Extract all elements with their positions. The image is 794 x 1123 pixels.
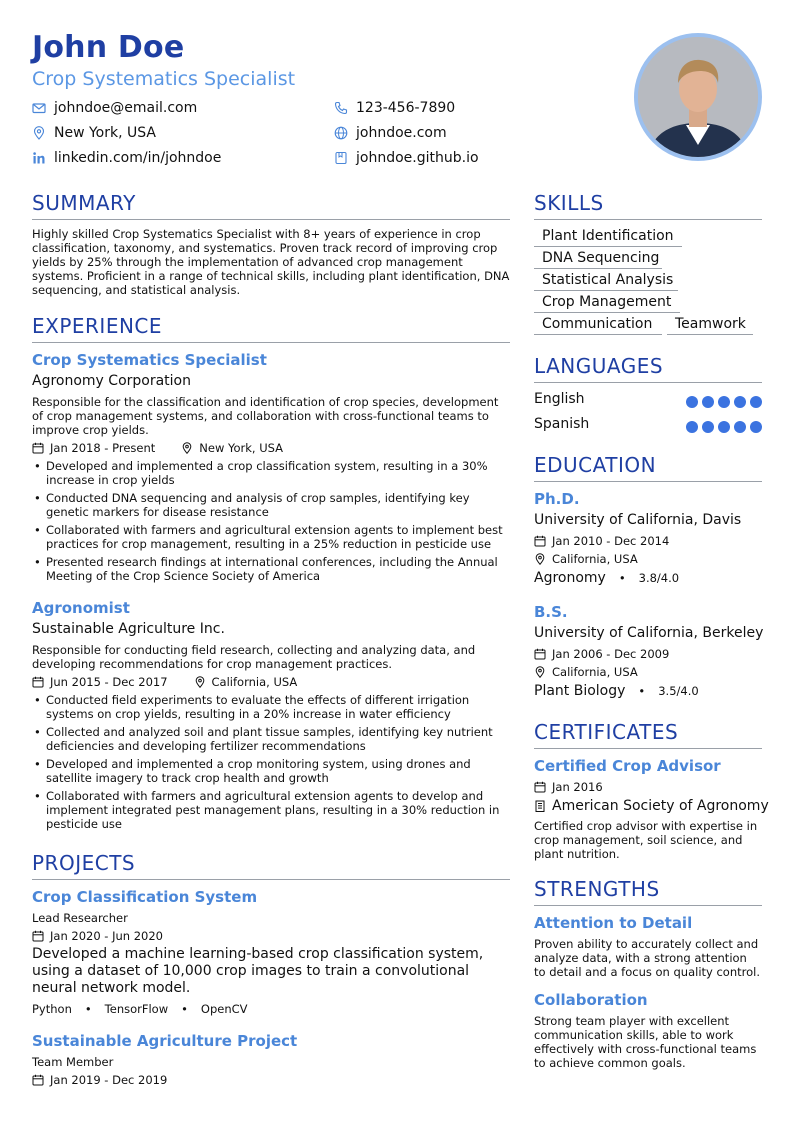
certificate-date: Jan 2016 <box>552 780 603 794</box>
project-title: Sustainable Agriculture Project <box>32 1032 298 1050</box>
certificates-heading: CERTIFICATES <box>534 720 679 744</box>
projects-heading: PROJECTS <box>32 851 136 875</box>
list-item: • Collaborated with farmers and agricultural extension agents to develop and implement integrated pest management plans, resulting in a 30% reduction in pesticide use <box>32 789 508 831</box>
language-level <box>686 396 762 408</box>
location-text: New York, USA <box>54 125 156 141</box>
linkedin-icon <box>32 151 46 165</box>
school: University of California, Davis <box>534 512 742 528</box>
job-company: Agronomy Corporation <box>32 373 191 389</box>
education-location-row <box>534 552 638 566</box>
strength-name: Attention to Detail <box>534 914 693 932</box>
calendar-icon <box>534 535 546 547</box>
project-dates: Jan 2019 - Dec 2019 <box>50 1073 168 1087</box>
summary-text: Highly skilled Crop Systematics Specialist with 8+ years of experience in crop classification, taxonomy, and systematics. Proven track record of improving crop yields by 25% through the implementation of advanced crop management systems. Proficient in a range of technical skills, including plant identification, DNA sequencing, and statistical analysis. <box>32 227 510 297</box>
proficiency-dot <box>750 421 762 433</box>
project-tech <box>32 1002 248 1016</box>
project-dates: Jan 2020 - Jun 2020 <box>50 929 164 943</box>
education-heading: EDUCATION <box>534 453 657 477</box>
field-of-study: Plant Biology <box>534 683 626 699</box>
skill-tag: Communication <box>534 316 662 335</box>
strength-description: Strong team player with excellent communication skills, able to work effectively with cross-functional teams to achieve common goals. <box>534 1014 757 1070</box>
certificate-issuer: American Society of Agronomy <box>552 798 769 814</box>
strength-name: Collaboration <box>534 991 648 1009</box>
gpa: 3.8/4.0 <box>638 571 680 585</box>
skill-tag: Crop Management <box>534 294 680 313</box>
skill-tag: Teamwork <box>667 316 753 335</box>
candidate-role: Crop Systematics Specialist <box>32 68 296 90</box>
contact-email[interactable] <box>32 100 197 116</box>
tech-tag: TensorFlow <box>104 1002 169 1016</box>
calendar-icon <box>32 1074 44 1086</box>
job-meta <box>32 675 297 689</box>
proficiency-dot <box>686 396 698 408</box>
separator-dot: • <box>181 1002 188 1016</box>
experience-heading: EXPERIENCE <box>32 314 163 338</box>
job-title: Crop Systematics Specialist <box>32 351 267 369</box>
skill-tag: DNA Sequencing <box>534 250 662 269</box>
project-meta <box>32 929 163 943</box>
tech-tag: Python <box>32 1002 72 1016</box>
calendar-icon <box>534 781 546 793</box>
skills-divider <box>534 219 762 220</box>
separator-dot: • <box>84 1002 92 1016</box>
job-bullets <box>32 693 508 835</box>
calendar-icon <box>32 930 44 942</box>
gpa: 3.5/4.0 <box>658 684 699 698</box>
contact-website[interactable] <box>334 125 447 141</box>
education-meta <box>534 647 669 661</box>
portfolio-icon <box>334 151 348 165</box>
project-meta <box>32 1073 167 1087</box>
skills-heading: SKILLS <box>534 191 604 215</box>
certificate-date-row <box>534 780 603 794</box>
certificate-description: Certified crop advisor with expertise in crop management, soil science, and plant nutrition. <box>534 819 758 861</box>
list-item: • Developed and implemented a crop monitoring system, using drones and satellite imagery to track crop health and growth <box>32 757 508 785</box>
list-item: • Conducted DNA sequencing and analysis of crop samples, identifying key genetic markers for disease resistance <box>32 491 508 519</box>
contact-phone[interactable] <box>334 100 455 116</box>
field-of-study: Agronomy <box>534 570 606 586</box>
proficiency-dot <box>734 421 746 433</box>
job-dates: Jan 2018 - Present <box>50 441 156 455</box>
education-dates: Jan 2006 - Dec 2009 <box>552 647 670 661</box>
job-location: California, USA <box>211 675 298 689</box>
location-pin-icon <box>32 126 46 140</box>
location-pin-icon <box>534 666 546 678</box>
contact-github[interactable] <box>334 150 479 166</box>
languages-heading: LANGUAGES <box>534 354 664 378</box>
skill-tag: Statistical Analysis <box>534 272 678 291</box>
separator-dot: • <box>638 684 646 698</box>
skill-tag: Plant Identification <box>534 228 682 247</box>
phone-text: 123-456-7890 <box>356 100 456 116</box>
education-location: California, USA <box>552 552 638 566</box>
education-dates: Jan 2010 - Dec 2014 <box>552 534 670 548</box>
job-description: Responsible for the classification and identification of crop species, development of crop management systems, and collaboration with cross-functional teams to improve crop yields. <box>32 395 499 437</box>
proficiency-dot <box>686 421 698 433</box>
summary-divider <box>32 219 510 220</box>
job-dates: Jun 2015 - Dec 2017 <box>50 675 168 689</box>
language-name: English <box>534 391 585 407</box>
job-description: Responsible for conducting field research, collecting and analyzing data, and developing recommendations for crop management practices. <box>32 643 476 671</box>
certificate-issuer-row <box>534 798 769 814</box>
languages-divider <box>534 382 762 383</box>
contact-location <box>32 125 156 141</box>
candidate-name: John Doe <box>32 30 185 65</box>
language-name: Spanish <box>534 416 590 432</box>
proficiency-dot <box>702 421 714 433</box>
strengths-divider <box>534 905 762 906</box>
job-bullets <box>32 459 508 587</box>
mail-icon <box>32 101 46 115</box>
project-description: Developed a machine learning-based crop classification system, using a dataset of 10,000 crop images to train a convolutional neural network model. <box>32 946 484 996</box>
job-meta <box>32 441 283 455</box>
location-pin-icon <box>181 442 193 454</box>
degree: B.S. <box>534 603 568 621</box>
summary-heading: SUMMARY <box>32 191 136 215</box>
proficiency-dot <box>750 396 762 408</box>
education-divider <box>534 481 762 482</box>
proficiency-dot <box>718 421 730 433</box>
experience-divider <box>32 342 510 343</box>
education-field-row <box>534 683 699 699</box>
education-location: California, USA <box>552 665 638 679</box>
projects-divider <box>32 879 510 880</box>
project-title: Crop Classification System <box>32 888 258 906</box>
education-meta <box>534 534 669 548</box>
calendar-icon <box>32 676 44 688</box>
proficiency-dot <box>702 396 714 408</box>
calendar-icon <box>534 648 546 660</box>
contact-linkedin[interactable] <box>32 150 221 166</box>
tech-tag: OpenCV <box>200 1002 248 1016</box>
separator-dot: • <box>618 571 626 585</box>
list-item: • Presented research findings at international conferences, including the Annual Meeting of the Crop Science Society of America <box>32 555 508 583</box>
globe-icon <box>334 126 348 140</box>
job-location: New York, USA <box>199 441 284 455</box>
job-title: Agronomist <box>32 599 130 617</box>
proficiency-dot <box>734 396 746 408</box>
list-item: • Collected and analyzed soil and plant tissue samples, identifying key nutrient deficiencies and developing fertilizer recommendations <box>32 725 508 753</box>
location-pin-icon <box>534 553 546 565</box>
list-item: • Conducted field experiments to evaluate the effects of different irrigation systems on crop yields, resulting in a 20% increase in water efficiency <box>32 693 508 721</box>
certificate-name: Certified Crop Advisor <box>534 757 721 775</box>
email-text: johndoe@email.com <box>54 100 198 116</box>
github-text: johndoe.github.io <box>356 150 479 166</box>
project-role: Team Member <box>32 1055 114 1069</box>
strengths-heading: STRENGTHS <box>534 877 660 901</box>
language-level <box>686 421 762 433</box>
proficiency-dot <box>718 396 730 408</box>
strength-description: Proven ability to accurately collect and analyze data, with a strong attention to detail and a focus on quality control. <box>534 937 761 979</box>
certificates-divider <box>534 748 762 749</box>
location-pin-icon <box>194 676 206 688</box>
linkedin-text: linkedin.com/in/johndoe <box>54 150 222 166</box>
job-company: Sustainable Agriculture Inc. <box>32 621 225 637</box>
degree: Ph.D. <box>534 490 580 508</box>
building-icon <box>534 800 546 812</box>
calendar-icon <box>32 442 44 454</box>
profile-photo <box>634 33 762 161</box>
school: University of California, Berkeley <box>534 625 764 641</box>
education-location-row <box>534 665 638 679</box>
project-role: Lead Researcher <box>32 911 128 925</box>
list-item: • Collaborated with farmers and agricultural extension agents to implement best practices for crop management, resulting in a 25% reduction in pesticide use <box>32 523 508 551</box>
phone-icon <box>334 101 348 115</box>
website-text: johndoe.com <box>356 125 447 141</box>
education-field-row <box>534 570 679 586</box>
list-item: • Developed and implemented a crop classification system, resulting in a 30% increase in crop yields <box>32 459 508 487</box>
